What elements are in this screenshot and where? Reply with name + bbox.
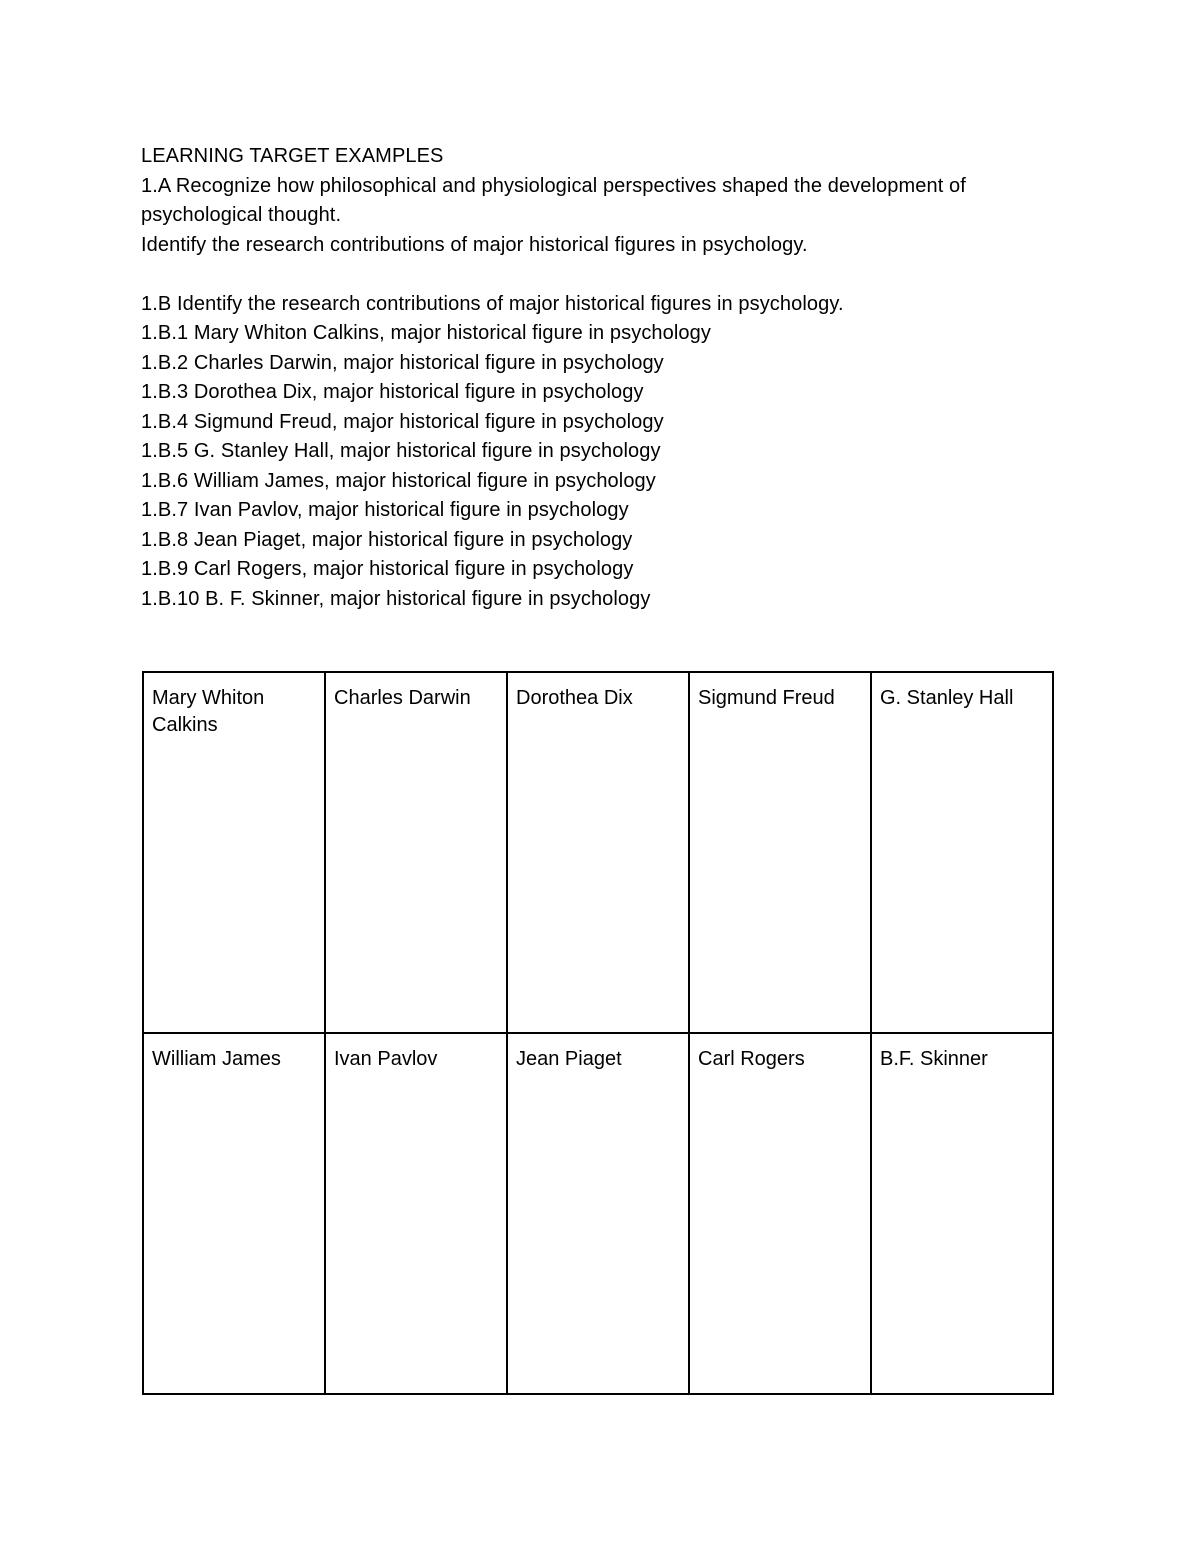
- target-1a-note: Identify the research contributions of major historical figures in psychology.: [141, 233, 808, 256]
- document-heading: LEARNING TARGET EXAMPLES: [141, 145, 444, 167]
- table-cell: B.F. Skinner: [871, 1033, 1053, 1394]
- sub-target-2: 1.B.2 Charles Darwin, major historical figure in psychology: [141, 351, 664, 374]
- table-row: [143, 672, 1053, 1033]
- target-1b: 1.B Identify the research contributions of major historical figures in psychology.: [141, 292, 844, 315]
- table-cell: Dorothea Dix: [507, 672, 689, 1033]
- sub-target-5: 1.B.5 G. Stanley Hall, major historical figure in psychology: [141, 440, 661, 462]
- table-row: [143, 1033, 1053, 1394]
- table-cell: Sigmund Freud: [689, 672, 871, 1033]
- sub-target-10: 1.B.10 B. F. Skinner, major historical figure in psychology: [141, 587, 651, 610]
- sub-target-1: 1.B.1 Mary Whiton Calkins, major historical figure in psychology: [141, 322, 711, 344]
- table-cell: Carl Rogers: [689, 1033, 871, 1394]
- target-1a: 1.A Recognize how philosophical and physiological perspectives shaped the development of psychological thought.: [141, 174, 966, 226]
- table-cell: Mary Whiton Calkins: [143, 672, 325, 1033]
- table-cell: Charles Darwin: [325, 672, 507, 1033]
- table-cell: Ivan Pavlov: [325, 1033, 507, 1394]
- sub-target-8: 1.B.8 Jean Piaget, major historical figure in psychology: [141, 528, 633, 551]
- table-cell: G. Stanley Hall: [871, 672, 1053, 1033]
- paragraph-gap: [141, 260, 1061, 290]
- table-cell: William James: [143, 1033, 325, 1394]
- sub-target-6: 1.B.6 William James, major historical figure in psychology: [141, 469, 656, 492]
- sub-target-3: 1.B.3 Dorothea Dix, major historical figure in psychology: [141, 381, 644, 403]
- table-cell: Jean Piaget: [507, 1033, 689, 1394]
- sub-target-9: 1.B.9 Carl Rogers, major historical figure in psychology: [141, 558, 634, 580]
- learning-targets-text: [141, 142, 1061, 614]
- sub-target-7: 1.B.7 Ivan Pavlov, major historical figure in psychology: [141, 499, 629, 521]
- figures-table: [142, 671, 1054, 1395]
- sub-target-4: 1.B.4 Sigmund Freud, major historical figure in psychology: [141, 410, 664, 433]
